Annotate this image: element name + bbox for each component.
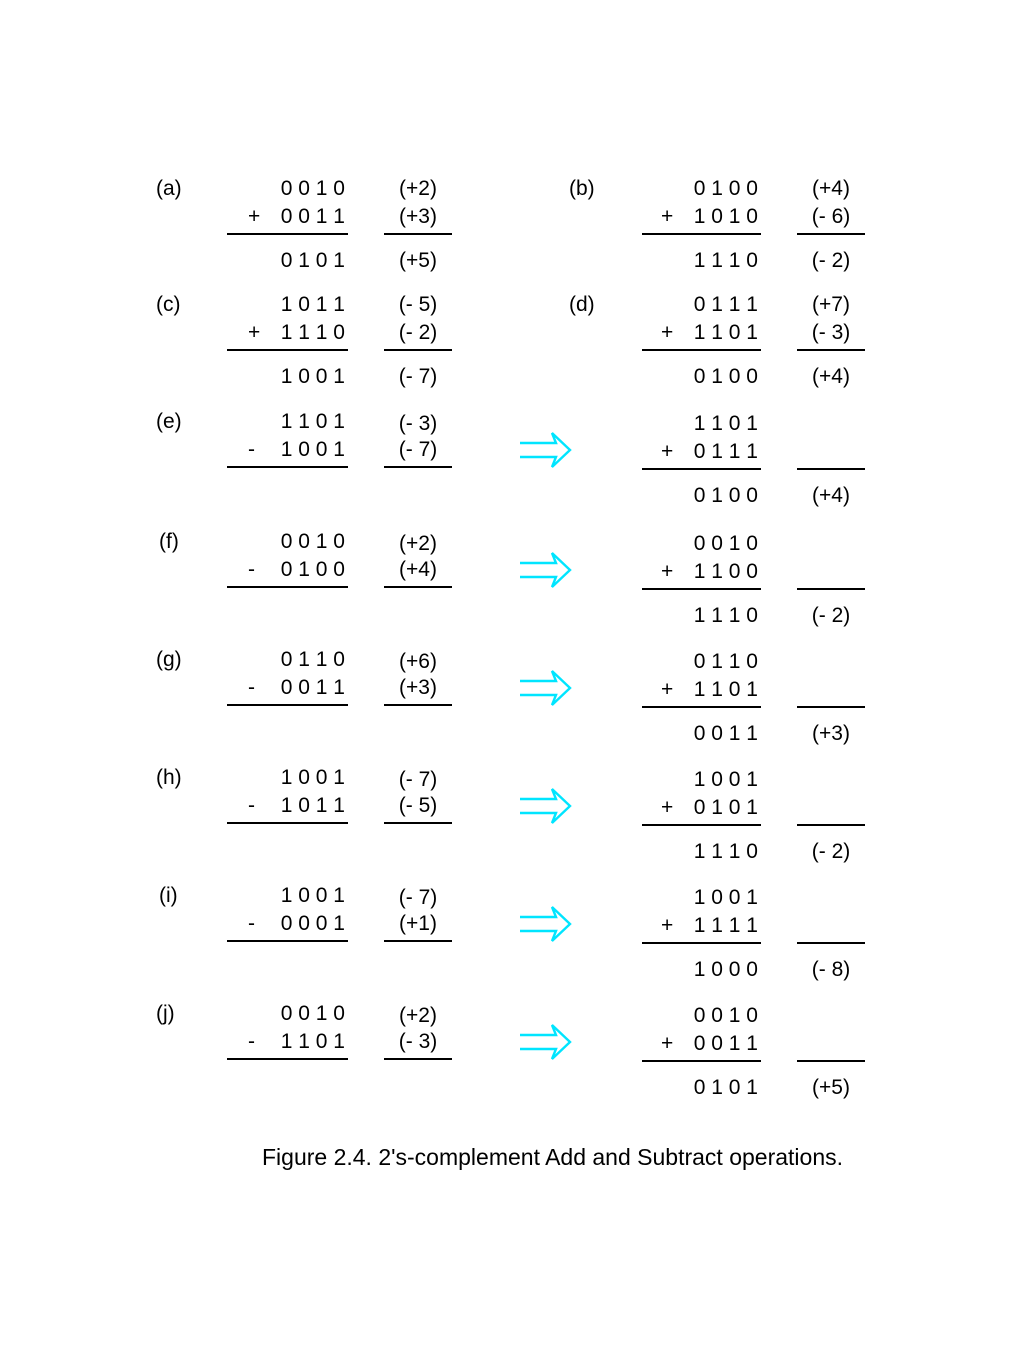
operand-top: 1 1 0 1 (693, 412, 758, 435)
sum-rule (642, 824, 761, 826)
problem-label: (c) (156, 293, 181, 316)
operand-top: 0 0 1 0 (693, 1004, 758, 1027)
decimal-value-bottom: (- 7) (398, 438, 438, 461)
operand-bottom: 0 1 0 1 (693, 796, 758, 819)
operand-top: 1 0 1 1 (280, 293, 345, 316)
operator-sign: + (661, 321, 674, 344)
operand-top: 1 0 0 1 (280, 884, 345, 907)
operator-sign: + (661, 560, 674, 583)
problem-label: (i) (159, 884, 178, 907)
operand-bottom: 1 1 0 1 (280, 1030, 345, 1053)
value-rule (384, 822, 452, 824)
operand-bottom: 0 1 0 0 (280, 558, 345, 581)
decimal-value-top: (+4) (812, 177, 850, 200)
sum-rule (642, 706, 761, 708)
value-rule (384, 1058, 452, 1060)
value-rule (797, 233, 865, 235)
decimal-value-result: (+4) (812, 365, 850, 388)
operand-bottom: 0 1 1 1 (693, 440, 758, 463)
operand-bottom: 1 0 0 1 (280, 438, 345, 461)
value-rule (797, 468, 865, 470)
figure-caption: Figure 2.4. 2's-complement Add and Subtract operations. (262, 1144, 843, 1170)
result-bits: 1 1 1 0 (693, 840, 758, 863)
operand-bottom: 1 0 1 1 (280, 794, 345, 817)
decimal-value-top: (+2) (399, 532, 437, 555)
sum-rule (642, 1060, 761, 1062)
result-bits: 0 1 0 1 (693, 1076, 758, 1099)
operand-bottom: 0 0 1 1 (693, 1032, 758, 1055)
sum-rule (227, 822, 348, 824)
operand-top: 1 0 0 1 (693, 768, 758, 791)
problem-label: (j) (156, 1002, 175, 1025)
problem-label: (d) (569, 293, 595, 316)
value-rule (797, 942, 865, 944)
decimal-value-result: (- 2) (811, 249, 851, 272)
value-rule (384, 704, 452, 706)
operand-top: 0 0 1 0 (693, 532, 758, 555)
sum-rule (227, 704, 348, 706)
decimal-value-top: (- 5) (398, 293, 438, 316)
transform-arrow-icon (518, 550, 572, 590)
operator-sign: - (248, 912, 255, 935)
decimal-value-top: (+6) (399, 650, 437, 673)
decimal-value-result: (- 2) (811, 840, 851, 863)
decimal-value-result: (- 8) (811, 958, 851, 981)
decimal-value-result: (+5) (812, 1076, 850, 1099)
operand-bottom: 0 0 1 1 (280, 676, 345, 699)
decimal-value-bottom: (+3) (399, 205, 437, 228)
decimal-value-top: (- 7) (398, 768, 438, 791)
result-bits: 1 1 1 0 (693, 604, 758, 627)
operand-top: 0 0 1 0 (280, 177, 345, 200)
operator-sign: + (661, 1032, 674, 1055)
decimal-value-result: (+4) (812, 484, 850, 507)
decimal-value-bottom: (+3) (399, 676, 437, 699)
operand-top: 1 0 0 1 (280, 766, 345, 789)
decimal-value-result: (+5) (399, 249, 437, 272)
transform-arrow-icon (518, 430, 572, 470)
result-bits: 0 0 1 1 (693, 722, 758, 745)
sum-rule (227, 940, 348, 942)
sum-rule (642, 942, 761, 944)
sum-rule (227, 466, 348, 468)
operator-sign: - (248, 676, 255, 699)
operand-top: 1 0 0 1 (693, 886, 758, 909)
problem-label: (b) (569, 177, 595, 200)
decimal-value-bottom: (+4) (399, 558, 437, 581)
operand-top: 0 1 0 0 (693, 177, 758, 200)
operand-top: 0 0 1 0 (280, 530, 345, 553)
problem-label: (h) (156, 766, 182, 789)
operand-bottom: 1 1 0 0 (693, 560, 758, 583)
operand-top: 0 0 1 0 (280, 1002, 345, 1025)
result-bits: 1 0 0 0 (693, 958, 758, 981)
transform-arrow-icon (518, 786, 572, 826)
value-rule (797, 706, 865, 708)
problem-label: (a) (156, 177, 182, 200)
transform-arrow-icon (518, 904, 572, 944)
decimal-value-top: (- 7) (398, 886, 438, 909)
operator-sign: + (248, 321, 261, 344)
operator-sign: + (661, 205, 674, 228)
result-bits: 1 1 1 0 (693, 249, 758, 272)
operator-sign: - (248, 558, 255, 581)
operand-bottom: 1 1 1 1 (693, 914, 758, 937)
decimal-value-bottom: (+1) (399, 912, 437, 935)
problem-label: (f) (159, 530, 179, 553)
sum-rule (642, 588, 761, 590)
decimal-value-result: (+3) (812, 722, 850, 745)
operand-top: 0 1 1 0 (280, 648, 345, 671)
value-rule (384, 233, 452, 235)
decimal-value-top: (+7) (812, 293, 850, 316)
operand-bottom: 0 0 0 1 (280, 912, 345, 935)
operand-bottom: 1 1 1 0 (280, 321, 345, 344)
value-rule (384, 349, 452, 351)
transform-arrow-icon (518, 1022, 572, 1062)
result-bits: 1 0 0 1 (280, 365, 345, 388)
value-rule (384, 466, 452, 468)
value-rule (797, 1060, 865, 1062)
sum-rule (227, 233, 348, 235)
sum-rule (642, 468, 761, 470)
operand-top: 1 1 0 1 (280, 410, 345, 433)
decimal-value-bottom: (- 3) (398, 1030, 438, 1053)
result-bits: 0 1 0 0 (693, 484, 758, 507)
sum-rule (642, 233, 761, 235)
decimal-value-bottom: (- 5) (398, 794, 438, 817)
problem-label: (g) (156, 648, 182, 671)
operand-bottom: 0 0 1 1 (280, 205, 345, 228)
value-rule (384, 940, 452, 942)
operator-sign: + (248, 205, 261, 228)
operand-bottom: 1 1 0 1 (693, 678, 758, 701)
sum-rule (642, 349, 761, 351)
operator-sign: - (248, 1030, 255, 1053)
result-bits: 0 1 0 0 (693, 365, 758, 388)
operand-top: 0 1 1 0 (693, 650, 758, 673)
sum-rule (227, 586, 348, 588)
decimal-value-bottom: (- 3) (811, 321, 851, 344)
operator-sign: + (661, 678, 674, 701)
operand-top: 0 1 1 1 (693, 293, 758, 316)
decimal-value-bottom: (- 2) (398, 321, 438, 344)
operator-sign: - (248, 438, 255, 461)
sum-rule (227, 1058, 348, 1060)
value-rule (384, 586, 452, 588)
operator-sign: + (661, 796, 674, 819)
value-rule (797, 824, 865, 826)
operator-sign: + (661, 914, 674, 937)
value-rule (797, 588, 865, 590)
operator-sign: + (661, 440, 674, 463)
decimal-value-top: (- 3) (398, 412, 438, 435)
result-bits: 0 1 0 1 (280, 249, 345, 272)
value-rule (797, 349, 865, 351)
operand-bottom: 1 0 1 0 (693, 205, 758, 228)
decimal-value-top: (+2) (399, 177, 437, 200)
decimal-value-result: (- 2) (811, 604, 851, 627)
problem-label: (e) (156, 410, 182, 433)
decimal-value-result: (- 7) (398, 365, 438, 388)
operand-bottom: 1 1 0 1 (693, 321, 758, 344)
operator-sign: - (248, 794, 255, 817)
transform-arrow-icon (518, 668, 572, 708)
sum-rule (227, 349, 348, 351)
decimal-value-top: (+2) (399, 1004, 437, 1027)
decimal-value-bottom: (- 6) (811, 205, 851, 228)
